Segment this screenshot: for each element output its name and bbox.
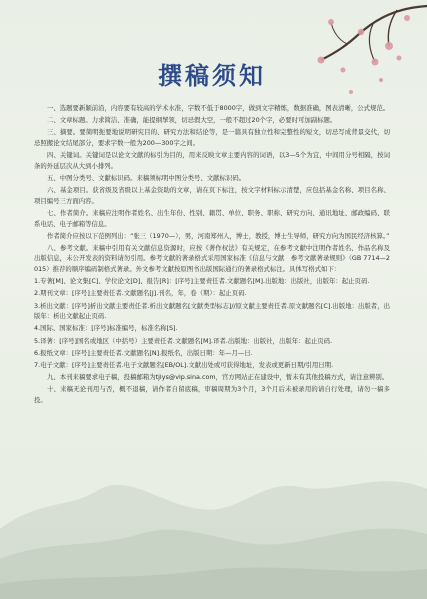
reference-format-journal: 2.期刊文章：[序号]主要责任者.文献题名[J].刊名，年，卷（期）：起止页码. [34,289,247,298]
reference-format-extracted: 3.析出文献：[序号]析出文献主要责任者.析出文献题名[文献类型标志]//原文献主要责任者.原文献题名[C].出版地：出版者，出版年：析出文献起止页码. [34,301,390,321]
paragraph-topic: 一、选题要新颖前沿，内容要有较高的学术水准，字数不低于8000字，做到文字精炼，数据准确，图表清晰，公式规范。 [47,104,390,112]
reference-format-electronic: 7.电子文献：[序号]主要责任者.电子文献题名[EB/OL].文献出处或可获得地址，发表或更新日期/引用日期. [34,360,334,369]
paragraph-author-example: 作者简介应按以下范例列出：“张三（1970—），男，河南郑州人，博士，教授，博士生导师，研究方向为国民经济核算。” [47,231,390,240]
paragraph-submission-email: 九、本刊来稿要求电子稿，投稿邮箱为tjlys@vip.sina.com，官方网站正在建设中，暂未有其他投稿方式，请注意辨别。 [47,373,389,382]
reference-format-newspaper: 6.报纸文章：[序号]主要责任者.文献题名[N].报纸名，出版日期：年—月—日. [34,348,253,357]
paragraph-keywords: 四、关键词。关键词是以论文文献的标引为目的，用来反映文章主要内容的词语，以3—5个为宜，中间用分号相隔，按词条的外延层次从大到小排列。 [34,151,390,170]
ink-mountain-decoration [0,449,427,599]
paragraph-references: 八、参考文献。来稿中引用有关文献信息资源时，应按《著作权法》有关规定，在参考文献中注明作者姓名、作品名称及出版信息，未公开发表的资料请勿引用。参考文献的著录格式采用国家标准《信息与文献 参考文献著录规则》（GB 7714—2015）推荐的顺序编码制格式著录。外文参考文献按原图书出版国际通行的著录格式标注。具体写格式如下： [34,243,390,274]
paragraph-fund-project: 六、基金项目。获省级及省级以上基金资助的文章，请在页下标注，按文字材料标示清楚，应包括基金名称、项目名称、项目编号三方面内容。 [34,186,390,205]
paragraph-author-info: 七、作者简介。来稿应注明作者姓名、出生年份、性别、籍贯、单位、职务、职称、研究方向、通讯地址、邮政编码、联系电话、电子邮箱等信息。 [34,208,390,228]
paragraph-abstract: 三、摘要。要简明扼要地说明研究目的、研究方法和结论等，是一篇具有独立性和完整性的短文，切忌写成背景交代，切忌照搬论文结尾部分，要求字数一般为200—300字之间。 [34,128,390,147]
paragraph-article-title: 二、文章标题。力求简洁、准确，能提纲挈领，切忌假大空，一般不超过20个字，必要时可加副标题。 [47,116,337,125]
page-title: 撰稿须知 [158,61,266,90]
reference-format-monograph: 1.专著[M]、论文集[C]、学位论文[D]、报告[R]：[序号]主要责任者.文献题名[M].出版地：出版社，出版年：起止页码. [34,277,370,286]
article-body [34,0,390,407]
paragraph-classification: 五、中图分类号、文献标识码。来稿须标明中图分类号、文献标识码。 [47,173,246,182]
reference-format-standard: 4.国际、国家标准：[序号]标准编号，标准名称[S]. [34,324,178,333]
reference-format-translation: 5.译著：[序号]国名或地区（中括号）主要责任者.文献题名[M].译者.出版地：出版社，出版年：起止页码. [34,336,333,345]
paragraph-review-policy: 十、来稿无论刊用与否，概不退稿，请作者自留底稿，审稿周期为3个月，3个月后未被录用的请自行处理，请勿一稿多投。 [34,385,390,404]
